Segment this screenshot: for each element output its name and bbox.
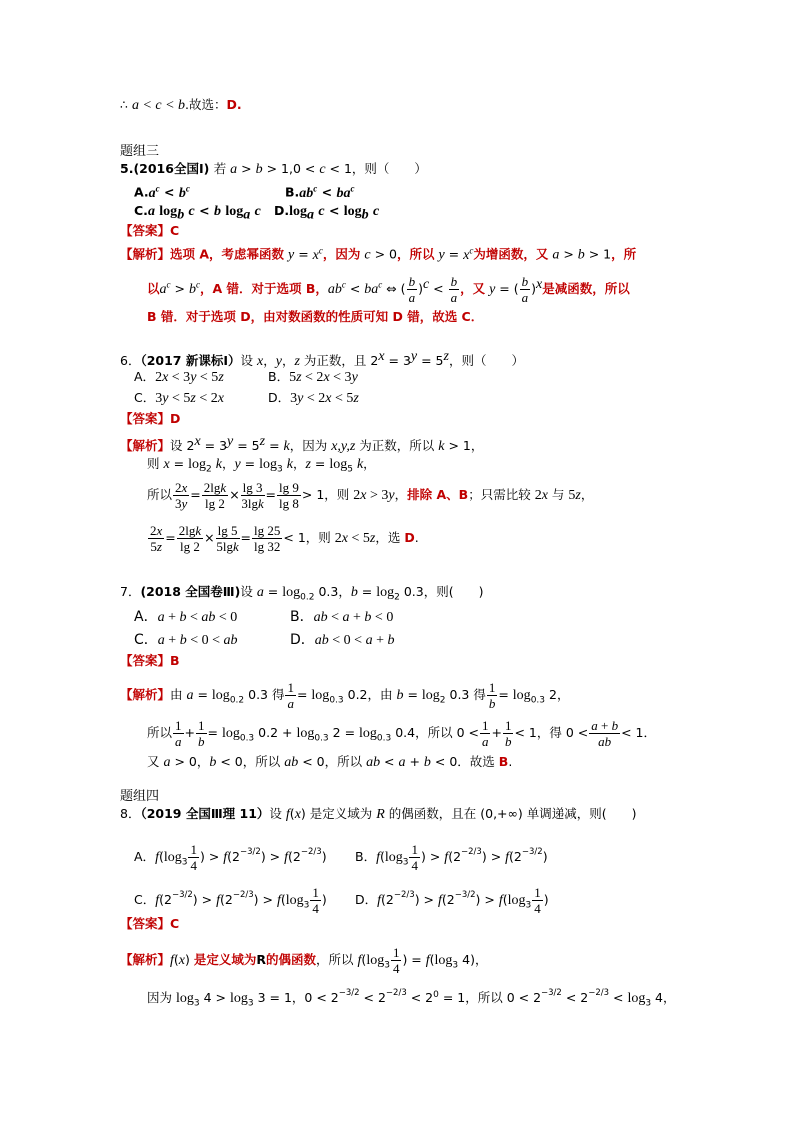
- q7-number: 7．: [120, 584, 141, 599]
- q8-option-b: B．$f(\log_3$ $\frac{1}{4}$ ) > $f(2^{-2/3}) > f(2^{-3/2})$: [355, 842, 548, 873]
- q7-analysis-1: 【解析】由 $a = \log_{0.2} 0.3$ 得 $\frac{1}{a}$ = $\log_{0.3} 0.2$，由 $b = \log_2 0.3$ 得 $\frac{1}{b}$ = $\log_{0.3} 2$，: [120, 680, 570, 711]
- q8-option-a: A．$f(\log_3$ $\frac{1}{4}$ ) > $f(2^{-3/2}) > f(2^{-2/3})$: [134, 842, 327, 873]
- q6-stem: 6．（2017 新课标Ⅰ）设 x，y，z 为正数，且 $2^x = 3^y = 5^z$，则（ ）: [120, 349, 524, 370]
- q5-analysis-3: B 错．对于选项 D，由对数函数的性质可知 D 错，故选 C．: [147, 309, 484, 324]
- q5-option-d: $D.\log_a$ $c < \log_b c$: [274, 203, 380, 223]
- answer-label: 【答案】: [120, 223, 171, 238]
- q7-option-b: B．ab < a + b < 0: [290, 609, 394, 625]
- q7-analysis-3: 又 a > 0，b < 0，所以 ab < 0，所以 ab < a + b < 0．故选 B.: [147, 754, 513, 770]
- top-conclusion: [120, 99, 242, 113]
- q6-option-b: B．5z < 2x < 3y: [268, 369, 358, 385]
- q5-analysis-2: 以$a^c > b^c$，A 错．对于选项 B，$ab^c < ba^c$ ⇔ ( $\frac{b}{a}$ )$^c$ < $\frac{b}{a}$ ，又 y = ( $\frac{b}{a}$ )$^x$是减函数，所以: [147, 274, 630, 305]
- q8-analysis-2: 因为 $\log_3 4 > \log_3 3 = 1$，$0 < 2^{-3/2} < 2^{-2/3} < 2^0 = 1$，所以 $0 < 2^{-3/2} < 2^{-2/3} < \log_3 4$，: [147, 988, 676, 1009]
- q7-option-d: D．ab < 0 < a + b: [290, 632, 395, 648]
- answer-label: 【答案】: [120, 411, 171, 426]
- q8-answer-value: C: [170, 916, 180, 931]
- q6-number: 6．: [120, 353, 141, 369]
- q5-option-a: $A.a^c < b^c$: [134, 183, 190, 201]
- q6-analysis-3: 所以 $\frac{2x}{3y}$ = $\frac{2\lg k}{\lg 2}$ × $\frac{\lg 3}{3\lg k}$ = $\frac{\lg 9}{\lg 8}$ > 1，则 2x > 3y，排除 A、B；只需比较 2x 与 5z，: [147, 480, 594, 511]
- q7-option-a: A．a + b < ab < 0: [134, 609, 238, 625]
- analysis-label: 【解析】: [120, 438, 171, 454]
- q7-answer: [120, 655, 180, 668]
- q6-source: （2017 新课标Ⅰ）: [140, 353, 241, 369]
- q6-option-a: A．2x < 3y < 5z: [134, 369, 224, 385]
- q6-answer: [120, 413, 180, 426]
- answer-label: 【答案】: [120, 653, 171, 668]
- q5-option-c: C.a $\log_b c < b$ $\log_a c$: [134, 203, 261, 223]
- q7-answer-value: B: [170, 653, 180, 668]
- q7-source: (2018 全国卷Ⅲ): [140, 584, 241, 599]
- q6-answer-value: D: [170, 411, 181, 426]
- q6-analysis-2: 则 $x = \log_2 k$，$y = \log_3 k$，$z = \log_5 k$，: [147, 456, 376, 475]
- analysis-label: 【解析】: [120, 952, 171, 967]
- q5-answer: [120, 225, 179, 238]
- answer-label: 【答案】: [120, 916, 171, 931]
- q8-answer: [120, 918, 179, 931]
- q5-analysis-1: 【解析】选项 A，考虑幂函数 $y = x^c$，因为 c > 0，所以 $y = x^c$为增函数，又 a > b > 1，所: [120, 245, 637, 263]
- q8-source: （2019 全国Ⅲ理 11）: [140, 806, 270, 821]
- q8-analysis-1: 【解析】f(x) 是定义域为R的偶函数，所以 $f(\log_3$ $\frac{1}{4}$ ) = $f(\log_3$ 4)，: [120, 945, 488, 976]
- q5-stem: 5.(2016全国I) 若 a > b > 1,0 < c < 1，则（ ）: [120, 161, 427, 177]
- group3-heading: 题组三: [120, 144, 160, 159]
- q8-stem: 8．（2019 全国Ⅲ理 11）设 f(x) 是定义域为 R 的偶函数，且在 (0,+∞) 单调递减，则( ): [120, 806, 637, 822]
- q8-number: 8．: [120, 806, 141, 821]
- therefore-symbol: ∴: [120, 97, 128, 112]
- analysis-label: 【解析】: [120, 687, 171, 702]
- q5-source: 5.(2016全国I): [120, 161, 210, 176]
- conclusion-expression: a < c < b: [131, 98, 186, 113]
- analysis-label: 【解析】: [120, 246, 171, 262]
- q7-stem: 7．(2018 全国卷Ⅲ)设 $a = \log_{0.2} 0.3$，$b = \log_2 0.3$，则( ): [120, 584, 484, 603]
- q7-analysis-2: 所以 $\frac{1}{a}$ + $\frac{1}{b}$ = $\log_{0.3} 0.2 + \log_{0.3} 2 = \log_{0.3} 0.4$，所以 0 < $\frac{1}{a}$ + $\frac{1}{b}$ < 1，得 0 < $\frac{a + b}{ab}$ < 1．: [147, 718, 656, 749]
- conclusion-text: .故选：: [185, 97, 227, 112]
- q6-analysis-1: 【解析】设 $2^x = 3^y = 5^z = k$，因为 x,y,z 为正数，所以 k > 1，: [120, 434, 484, 455]
- q6-analysis-4: $\frac{2x}{5z}$ = $\frac{2\lg k}{\lg 2}$ × $\frac{\lg 5}{5\lg k}$ = $\frac{\lg 25}{\lg 32}$ < 1，则 2x < 5z，选 D.: [150, 523, 419, 554]
- conclusion-answer: D.: [226, 97, 242, 112]
- q5-answer-value: C: [170, 223, 180, 238]
- q8-option-c: C．$f(2^{-3/2}) > f(2^{-2/3}) > f(\log_3$ $\frac{1}{4}$ ): [134, 885, 327, 916]
- q5-option-b: $B.ab^c < ba^c$: [285, 183, 355, 201]
- q6-option-c: C．3y < 5z < 2x: [134, 390, 224, 406]
- q6-option-d: D．3y < 2x < 5z: [268, 390, 359, 406]
- group4-heading: 题组四: [120, 789, 160, 804]
- q8-option-d: D．$f(2^{-2/3}) > f(2^{-3/2}) > f(\log_3$ $\frac{1}{4}$ ): [355, 885, 549, 916]
- q7-option-c: C．a + b < 0 < ab: [134, 632, 238, 648]
